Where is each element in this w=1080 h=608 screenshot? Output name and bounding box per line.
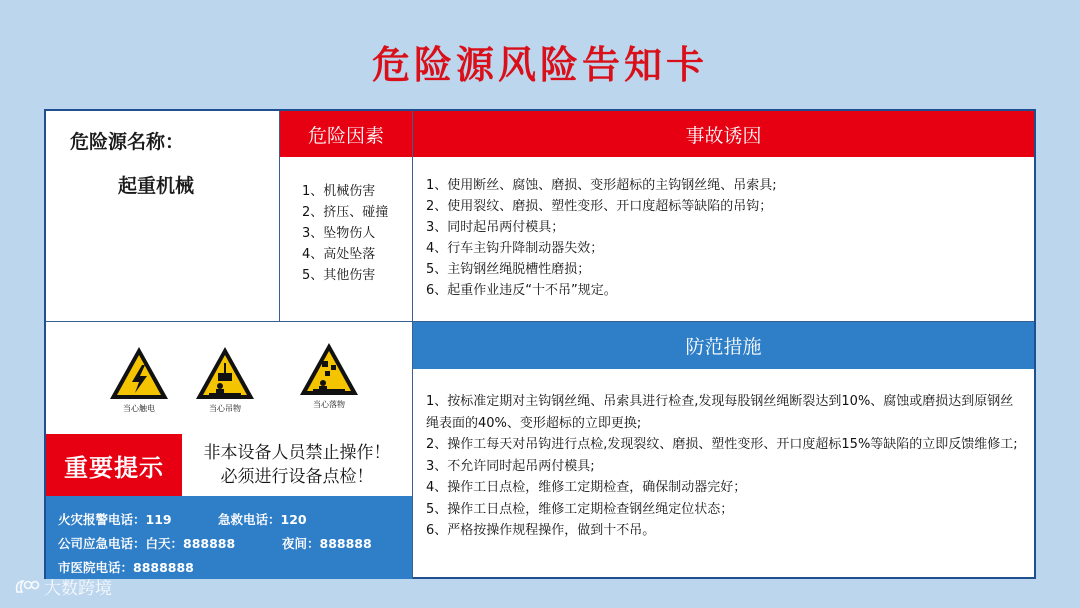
causes-header: 事故诱因 xyxy=(413,111,1034,157)
factors-list xyxy=(302,181,388,286)
electric-shock-warning-icon xyxy=(108,345,170,401)
page-title: 危险源风险告知卡 xyxy=(371,43,708,87)
sign-electric xyxy=(104,345,174,414)
emergency-phones xyxy=(46,496,412,579)
important-notice-text xyxy=(182,434,412,496)
fire-phone: 火灾报警电话：119 xyxy=(58,512,172,527)
watermark-text: 大数跨境 xyxy=(44,579,112,599)
list-item: 5、其他伤害 xyxy=(302,268,376,283)
list-item: 3、同时起吊两付模具； xyxy=(426,220,565,235)
list-item: 1、使用断丝、腐蚀、磨损、变形超标的主钩钢丝绳、吊索具; xyxy=(426,178,777,193)
list-item: 4、高处坠落 xyxy=(302,247,376,262)
sign-hanging-load xyxy=(190,345,260,414)
list-item: 5、主钩钢丝绳脱槽性磨损； xyxy=(426,262,591,277)
sign-falling-objects xyxy=(294,341,364,410)
factors-header: 危险因素 xyxy=(280,111,412,157)
list-item: 3、坠物伤人 xyxy=(302,226,376,241)
list-item: 6、严格按操作规程操作，做到十不吊。 xyxy=(426,523,656,538)
list-item: 1、机械伤害 xyxy=(302,184,376,199)
list-item: 2、挤压、碰撞 xyxy=(302,205,389,220)
list-item: 4、行车主钩升降制动器失效； xyxy=(426,241,604,256)
list-item: 5、操作工日点检，维修工定期检查钢丝绳定位状态； xyxy=(426,501,734,517)
hospital-phone: 市医院电话：8888888 xyxy=(58,560,194,575)
measures-header: 防范措施 xyxy=(413,322,1034,369)
list-item: 2、使用裂纹、磨损、塑性变形、开口度超标等缺陷的吊钩； xyxy=(426,199,773,214)
list-item: 1、按标准定期对主钩钢丝绳、吊索具进行检查,发现每股钢丝绳断裂达到10%、腐蚀或磨损达到原钢丝绳表面的40%、变形超标的立即更换; xyxy=(426,394,1014,431)
list-item: 2、操作工每天对吊钩进行点检,发现裂纹、磨损、塑性变形、开口度超标15%等缺陷的立即反馈维修工; xyxy=(426,437,1018,452)
notice-line: 必须进行设备点检！ xyxy=(220,467,374,487)
source-name-value: 起重机械 xyxy=(118,175,195,197)
measures-list xyxy=(426,391,1026,542)
emergency-phone: 急救电话：120 xyxy=(218,512,307,527)
hanging-load-warning-icon xyxy=(194,345,256,401)
source-name-label: 危险源名称： xyxy=(70,131,185,153)
list-item: 4、操作工日点检，维修工定期检查，确保制动器完好； xyxy=(426,480,747,495)
list-item: 6、起重作业违反“十不吊”规定。 xyxy=(426,283,617,298)
notice-line: 非本设备人员禁止操作！ xyxy=(203,443,391,463)
risk-card xyxy=(44,109,1036,579)
company-day-phone: 公司应急电话：白天：888888 xyxy=(58,536,236,551)
sign-label: 当心触电 xyxy=(123,404,155,413)
company-night-phone: 夜间：888888 xyxy=(282,536,372,551)
sign-label: 当心落物 xyxy=(313,400,345,409)
important-notice-badge: 重要提示 xyxy=(46,434,182,496)
causes-list xyxy=(426,175,777,301)
falling-objects-warning-icon xyxy=(298,341,360,397)
watermark xyxy=(14,574,112,599)
watermark-logo-icon xyxy=(14,578,40,596)
list-item: 3、不允许同时起吊两付模具; xyxy=(426,458,595,474)
sign-label: 当心吊物 xyxy=(209,404,241,413)
